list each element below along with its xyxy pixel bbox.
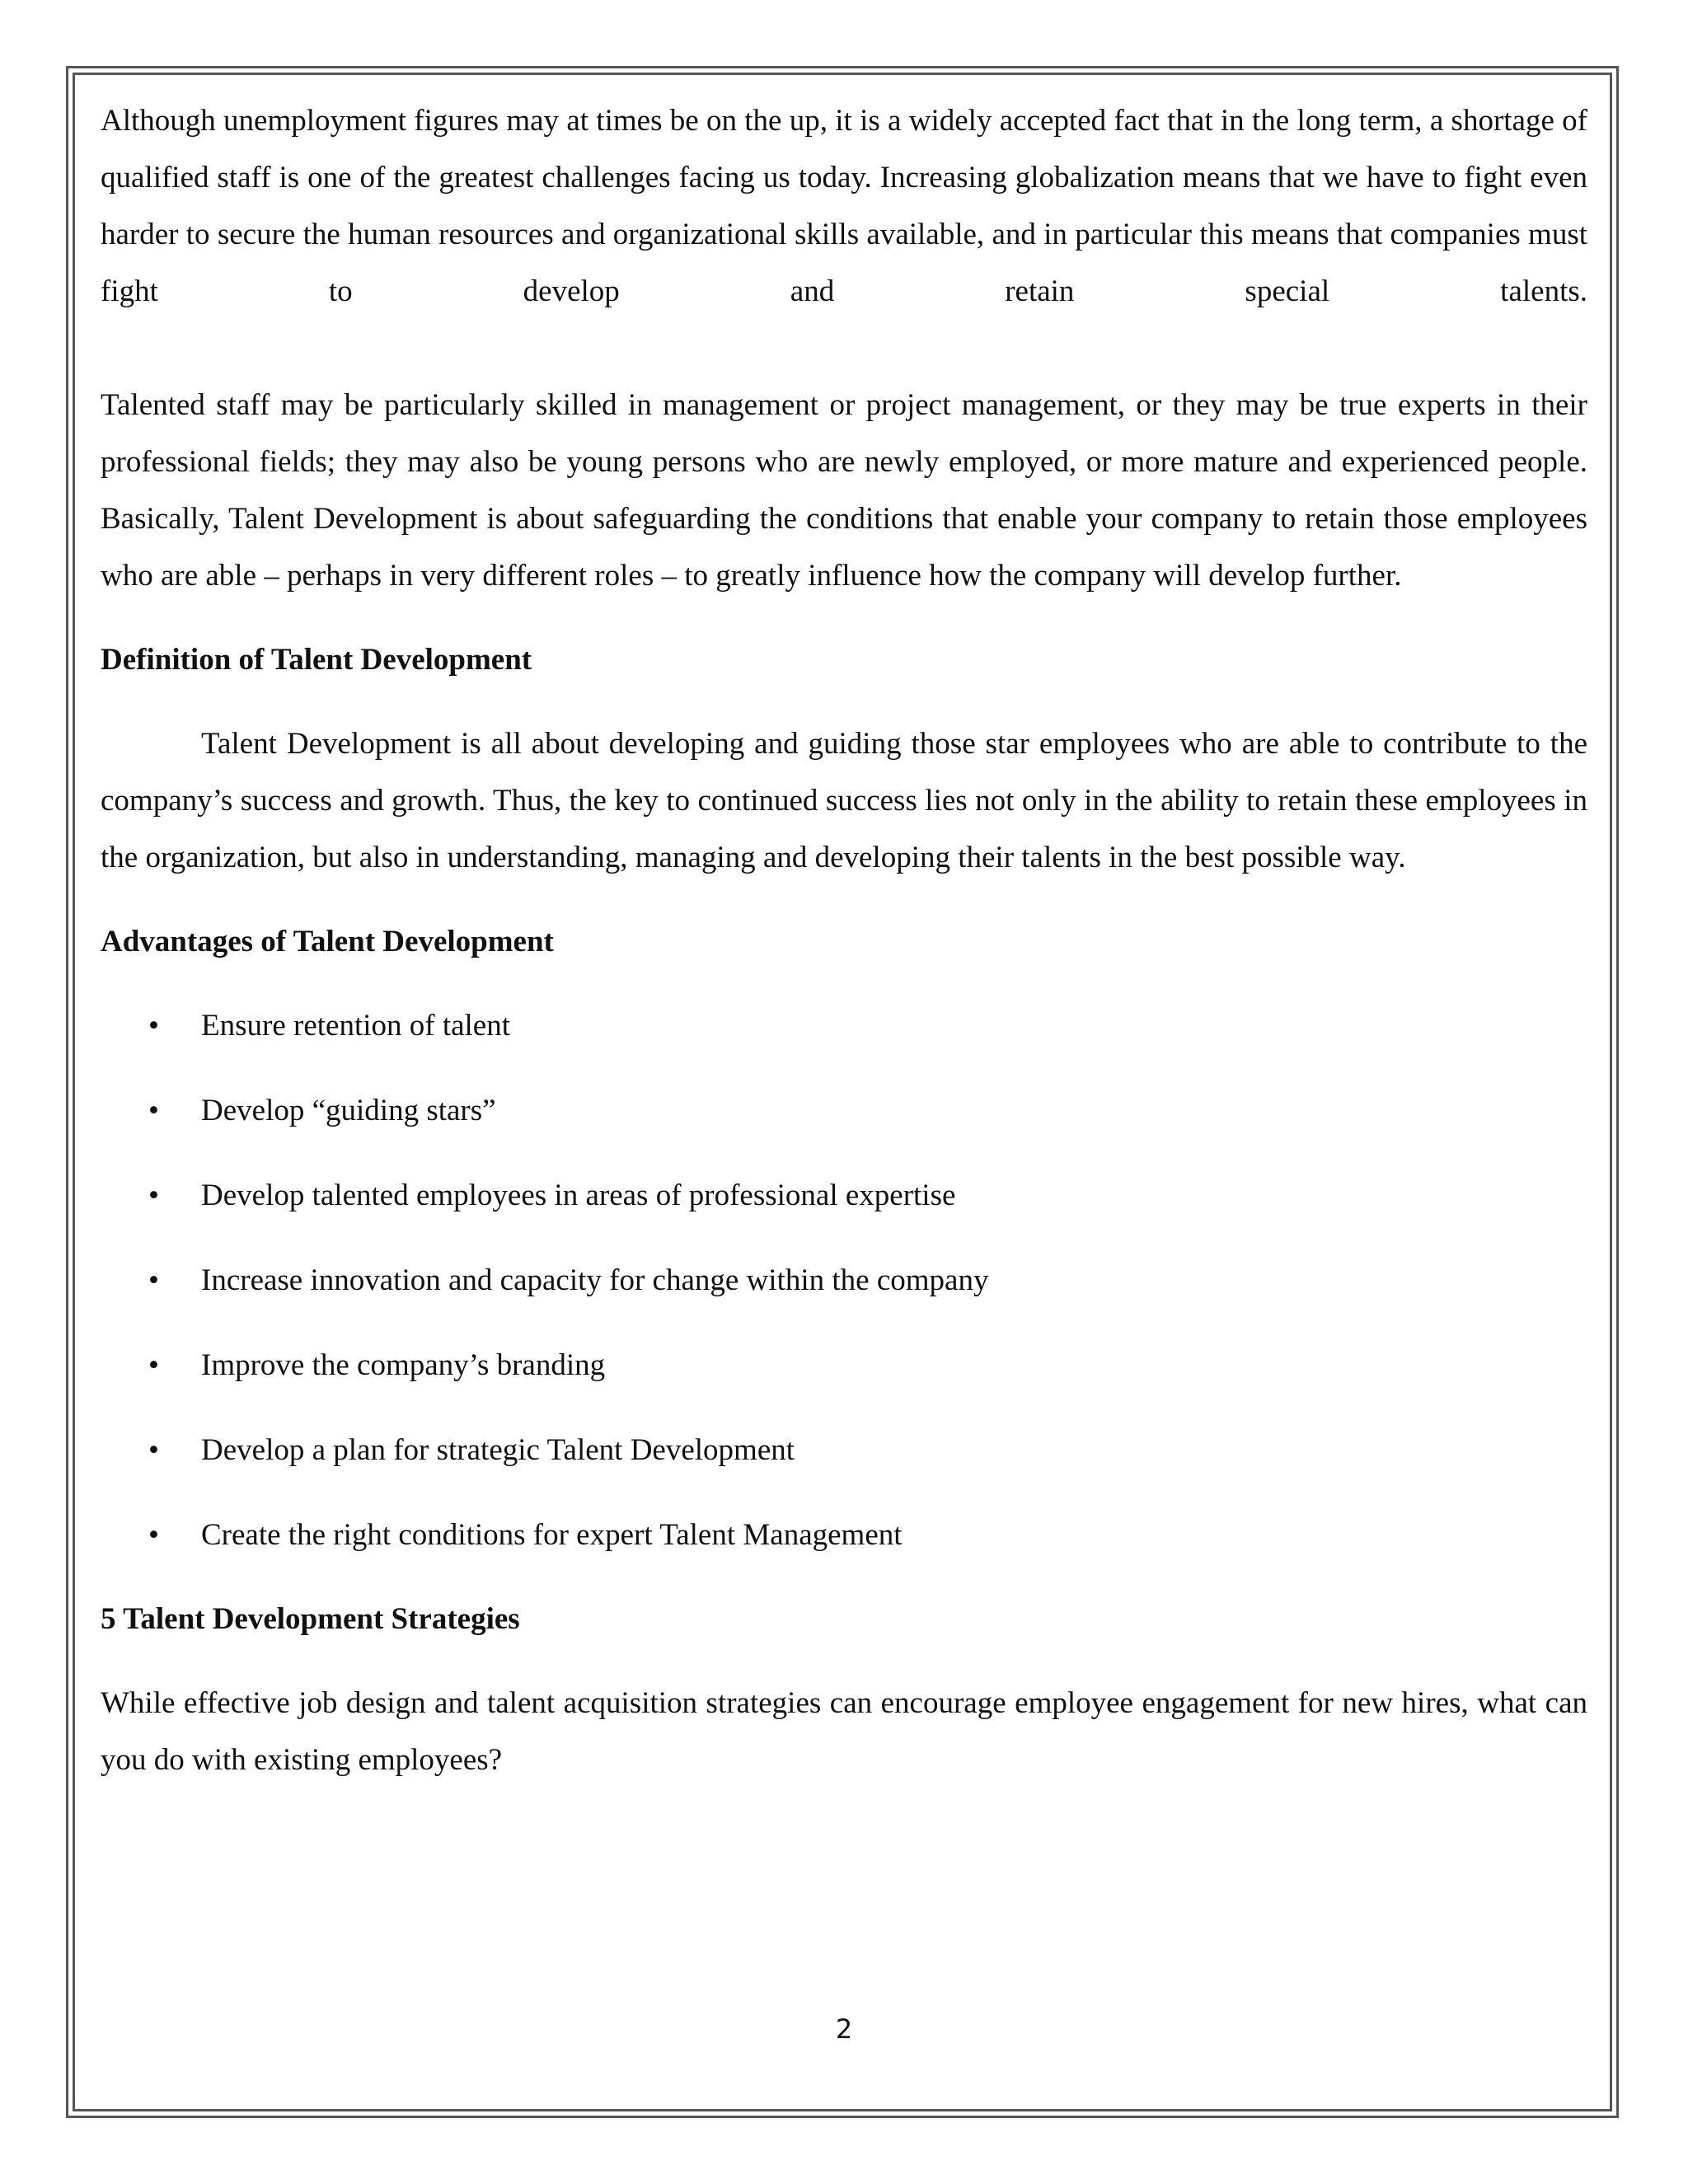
list-item bbox=[101, 1422, 1587, 1479]
advantages-list bbox=[101, 997, 1587, 1563]
bullet-icon: • bbox=[148, 1518, 159, 1552]
list-item-text: Improve the company’s branding bbox=[201, 1348, 606, 1382]
definition-heading: Definition of Talent Development bbox=[101, 643, 532, 677]
list-item-text: Create the right conditions for expert Talent Management bbox=[201, 1518, 903, 1552]
bullet-icon: • bbox=[148, 1094, 159, 1127]
bullet-icon: • bbox=[148, 1348, 159, 1382]
intro-paragraph-1: Although unemployment figures may at times be on the up, it is a widely accepted fact that in the long term, a shortage of qualified staff is one of the greatest challenges facing us today. Increasing globalization means that we have to fight even harder to secure the human resources and organizational skills available, and in particular this means that companies must fight to develop and retain special talents. bbox=[101, 104, 1587, 308]
document-body bbox=[101, 92, 1587, 1788]
bullet-icon: • bbox=[148, 1009, 159, 1043]
list-item-text: Develop talented employees in areas of professional expertise bbox=[201, 1179, 956, 1212]
list-item bbox=[101, 1507, 1587, 1563]
definition-paragraph: Talent Development is all about developing and guiding those star employees who are able to contribute to the company’s success and growth. Thus, the key to continued success lies not only in the ability to retain these employees in the organization, but also in understanding, managing and developing their talents in the best possible way. bbox=[101, 727, 1587, 874]
intro-paragraph-2: Talented staff may be particularly skilled in management or project management, or they may be true experts in their professional fields; they may also be young persons who are newly employed, or more mature and experienced people. Basically, Talent Development is about safeguarding the conditions that enable your company to retain those employees who are able – perhaps in very different roles – to greatly influence how the company will develop further. bbox=[101, 388, 1587, 593]
advantages-heading: Advantages of Talent Development bbox=[101, 925, 554, 958]
list-item bbox=[101, 1082, 1587, 1139]
bullet-icon: • bbox=[148, 1433, 159, 1467]
list-item bbox=[101, 1337, 1587, 1394]
bullet-icon: • bbox=[148, 1179, 159, 1212]
list-item bbox=[101, 997, 1587, 1054]
list-item-text: Develop a plan for strategic Talent Development bbox=[201, 1433, 795, 1467]
page-number: 2 bbox=[835, 2013, 853, 2045]
list-item-text: Develop “guiding stars” bbox=[201, 1094, 496, 1127]
bullet-icon: • bbox=[148, 1263, 159, 1297]
list-item bbox=[101, 1167, 1587, 1224]
strategies-paragraph: While effective job design and talent acquisition strategies can encourage employee engagement for new hires, what can you do with existing employees? bbox=[101, 1686, 1587, 1777]
list-item bbox=[101, 1252, 1587, 1309]
strategies-heading: 5 Talent Development Strategies bbox=[101, 1602, 520, 1636]
list-item-text: Increase innovation and capacity for change within the company bbox=[201, 1263, 989, 1297]
list-item-text: Ensure retention of talent bbox=[201, 1009, 511, 1043]
